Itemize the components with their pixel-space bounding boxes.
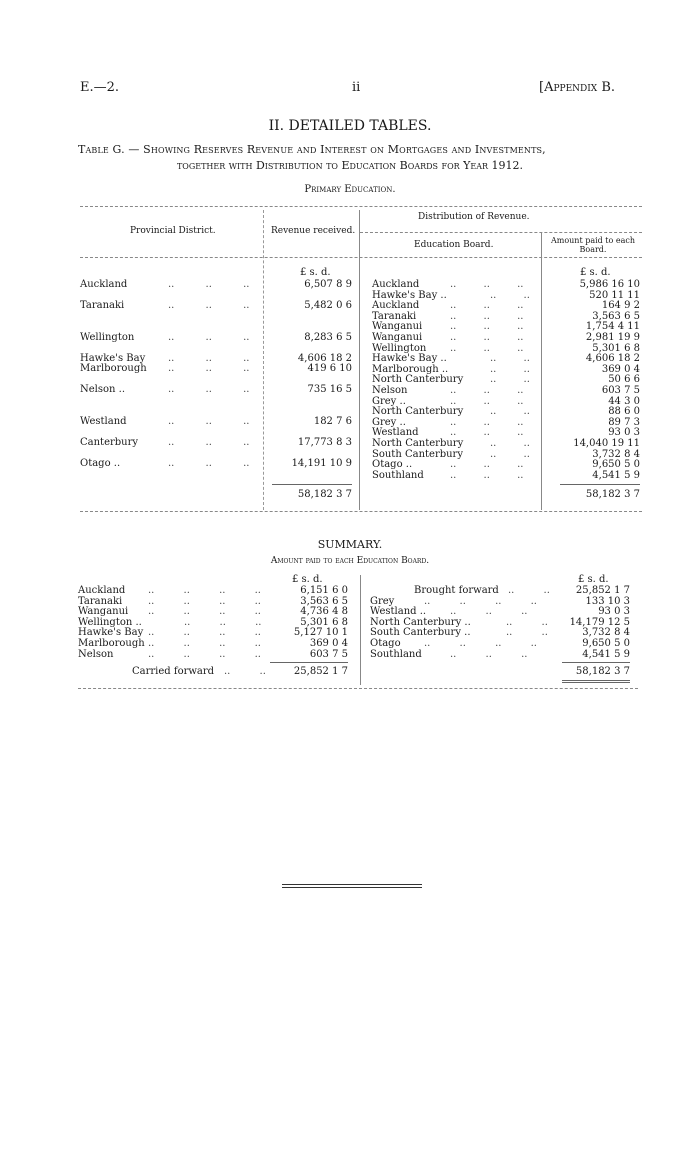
summary-board-name: Wellington ..	[78, 616, 142, 628]
leader-dots: .. .. ..	[450, 342, 524, 354]
summary-board-name: North Canterbury ..	[370, 616, 471, 628]
board-name: Nelson	[372, 384, 408, 396]
board-amount: 520 11 11	[589, 289, 640, 301]
board-amount: 50 6 6	[608, 374, 640, 386]
leader-dots: .. ..	[506, 627, 548, 639]
provincial-name: Taranaki	[80, 300, 125, 311]
end-rule-1	[282, 884, 422, 885]
revenue-value: 6,507 8 9	[304, 279, 352, 290]
board-amount: 44 3 0	[608, 395, 640, 407]
board-amount: 369 0 4	[601, 363, 640, 375]
leader-dots: .. .. ..	[450, 279, 524, 290]
revenue-total-rule	[272, 484, 352, 485]
board-name: South Canterbury	[372, 448, 463, 460]
summary-amount: 5,301 6 8	[300, 616, 348, 628]
brought-forward-label: Brought forward	[414, 585, 499, 596]
summary-amount: 4,541 5 9	[582, 648, 630, 660]
board-amount: 1,754 4 11	[585, 321, 640, 333]
revenue-value: 735 16 5	[307, 384, 352, 395]
summary-amount: 9,650 5 0	[582, 637, 630, 649]
table-caption-line2: together with Distribution to Education Boards for Year 1912.	[176, 159, 524, 172]
board-row	[372, 386, 640, 397]
provincial-name: Marlborough	[80, 363, 147, 374]
board-amount: 2,981 19 9	[585, 331, 640, 343]
leader-dots: .. .. ..	[168, 384, 250, 395]
revenue-value: 17,773 8 3	[297, 437, 352, 448]
board-list	[372, 280, 640, 481]
leader-dots: .. .. ..	[168, 416, 250, 427]
summary-amount: 4,736 4 8	[300, 606, 348, 618]
summary-board-name: Otago	[370, 637, 401, 649]
board-name: Wellington	[372, 342, 427, 354]
appendix-label: [Appendix B.	[539, 80, 616, 95]
page-number: ii	[352, 80, 361, 95]
board-name: Taranaki	[372, 310, 417, 322]
summary-board-name: Grey	[370, 595, 395, 607]
summary-board-name: Taranaki	[78, 595, 123, 607]
leader-dots: .. .. ..	[450, 384, 524, 396]
leader-dots: .. .. ..	[168, 279, 250, 290]
revenue-value: 4,606 18 2	[297, 353, 352, 364]
leader-dots: .. .. .. ..	[148, 648, 261, 660]
board-amount: 3,732 8 4	[592, 448, 640, 460]
leader-dots: .. .. .. ..	[148, 627, 261, 639]
summary-amount: 3,732 8 4	[582, 627, 630, 639]
leader-dots: .. .. .. ..	[148, 595, 261, 607]
revenue-value: 5,482 0 6	[304, 300, 352, 311]
board-amount: 4,541 5 9	[592, 469, 640, 481]
board-name: Grey ..	[372, 416, 406, 428]
board-amount: 5,301 6 8	[592, 342, 640, 354]
leader-dots: .. .. ..	[168, 437, 250, 448]
col-rule-2	[359, 210, 360, 510]
summary-row	[78, 650, 348, 661]
leader-dots: .. .. ..	[450, 427, 524, 439]
provincial-name: Nelson ..	[80, 384, 125, 395]
summary-right-list	[370, 597, 630, 661]
carried-forward-label: Carried forward	[132, 666, 215, 677]
leader-dots: .. .. ..	[168, 332, 250, 343]
leader-dots: .. .. .. ..	[148, 585, 261, 596]
leader-dots: .. .. ..	[168, 353, 250, 364]
leader-dots: .. .. .. ..	[148, 637, 261, 649]
leader-dots: .. ..	[490, 374, 530, 386]
board-amount: 88 6 0	[608, 406, 640, 418]
revenue-value: 419 6 10	[307, 363, 352, 374]
provincial-name: Hawke's Bay	[80, 353, 146, 364]
leader-dots: .. .. .. ..	[424, 595, 537, 607]
board-name: Otago ..	[372, 459, 413, 471]
leader-dots: .. ..	[506, 616, 548, 628]
provincial-district-header: Provincial District.	[130, 226, 216, 236]
leader-dots: .. .. ..	[184, 616, 262, 628]
board-name: Westland	[372, 427, 419, 439]
leader-dots: .. .. ..	[450, 300, 524, 312]
summary-divider	[360, 575, 361, 685]
board-amount: 5,986 16 10	[579, 279, 640, 290]
header-bottom-rule	[80, 257, 642, 258]
revenue-value: 182 7 6	[313, 416, 352, 427]
leader-dots: .. ..	[490, 289, 530, 301]
table-subtitle: Primary Education.	[304, 184, 396, 195]
revenue-total: 58,182 3 7	[297, 489, 352, 500]
provincial-name: Wellington	[80, 332, 135, 343]
summary-total-double-rule-2	[562, 682, 630, 683]
revenue-received-header: Revenue received.	[271, 226, 356, 236]
summary-amount: 133 10 3	[585, 595, 630, 607]
leader-dots: .. ..	[490, 406, 530, 418]
carried-forward-rule	[270, 662, 348, 663]
summary-left-currency-header: £ s. d.	[292, 574, 323, 585]
table-caption-line1: Table G. — Showing Reserves Revenue and Interest on Mortgages and Investments,	[78, 143, 546, 156]
table-top-rule	[80, 206, 642, 207]
leader-dots: .. ..	[508, 585, 550, 596]
summary-amount: 6,151 6 0	[300, 585, 348, 596]
board-row	[372, 471, 640, 482]
page-code: E.—2.	[80, 80, 120, 95]
amount-paid-header: Amount paid to each Board.	[550, 236, 636, 254]
summary-board-name: Nelson	[78, 648, 114, 660]
board-name: Southland	[372, 469, 424, 481]
distribution-rule	[360, 232, 642, 233]
leader-dots: .. .. ..	[450, 331, 524, 343]
summary-board-name: Southland	[370, 648, 422, 660]
leader-dots: .. .. ..	[450, 416, 524, 428]
summary-row	[78, 639, 348, 650]
board-name: Auckland	[372, 279, 420, 290]
summary-amount: 603 7 5	[309, 648, 348, 660]
leader-dots: .. ..	[490, 448, 530, 460]
leader-dots: .. ..	[490, 353, 530, 365]
summary-amount: 3,563 6 5	[300, 595, 348, 607]
provincial-name: Otago ..	[80, 458, 121, 469]
leader-dots: .. .. ..	[450, 310, 524, 322]
summary-total-rule	[562, 662, 630, 663]
amount-total: 58,182 3 7	[585, 489, 640, 500]
summary-board-name: South Canterbury ..	[370, 627, 471, 639]
summary-amount: 93 0 3	[598, 606, 630, 618]
board-amount: 164 9 2	[601, 300, 640, 312]
summary-board-name: Westland ..	[370, 606, 427, 618]
end-rule-2	[282, 887, 422, 888]
provincial-name: Westland	[80, 416, 127, 427]
board-name: North Canterbury	[372, 437, 464, 449]
brought-forward-amount: 25,852 1 7	[575, 585, 630, 596]
board-name: Wanganui	[372, 321, 423, 333]
leader-dots: .. .. ..	[450, 648, 528, 660]
leader-dots: .. ..	[490, 437, 530, 449]
board-name: Hawke's Bay ..	[372, 289, 447, 301]
distribution-header: Distribution of Revenue.	[418, 212, 530, 222]
leader-dots: .. .. .. ..	[424, 637, 537, 649]
board-amount: 4,606 18 2	[585, 353, 640, 365]
summary-board-name: Marlborough	[78, 637, 145, 649]
board-amount: 3,563 6 5	[592, 310, 640, 322]
leader-dots: .. .. ..	[168, 300, 250, 311]
board-amount: 14,040 19 11	[573, 437, 640, 449]
board-name: Auckland	[372, 300, 420, 312]
leader-dots: .. .. ..	[450, 321, 524, 333]
summary-right-currency-header: £ s. d.	[578, 574, 609, 585]
education-board-header: Education Board.	[414, 240, 494, 250]
summary-row	[370, 650, 630, 661]
leader-dots: .. ..	[490, 363, 530, 375]
provincial-name: Canterbury	[80, 437, 139, 448]
carried-forward-amount: 25,852 1 7	[293, 666, 348, 677]
leader-dots: .. .. ..	[450, 469, 524, 481]
board-name: North Canterbury	[372, 374, 464, 386]
leader-dots: .. ..	[224, 666, 266, 677]
summary-total: 58,182 3 7	[575, 666, 630, 677]
revenue-currency-header: £ s. d.	[300, 267, 331, 278]
board-name: Marlborough ..	[372, 363, 449, 375]
summary-subtitle: Amount paid to each Education Board.	[270, 556, 430, 566]
board-name: Hawke's Bay ..	[372, 353, 447, 365]
board-name: Grey ..	[372, 395, 406, 407]
section-title: II. DETAILED TABLES.	[268, 118, 432, 134]
provincial-name: Auckland	[80, 279, 128, 290]
summary-bottom-rule	[78, 688, 638, 689]
board-amount: 9,650 5 0	[592, 459, 640, 471]
leader-dots: .. .. ..	[450, 459, 524, 471]
summary-board-name: Wanganui	[78, 606, 129, 618]
summary-left-list	[78, 586, 348, 660]
summary-board-name: Hawke's Bay	[78, 627, 144, 639]
leader-dots: .. .. .. ..	[148, 606, 261, 618]
revenue-value: 8,283 6 5	[304, 332, 352, 343]
board-amount: 93 0 3	[608, 427, 640, 439]
leader-dots: .. .. ..	[168, 458, 250, 469]
leader-dots: .. .. ..	[450, 606, 528, 618]
board-name: Wanganui	[372, 331, 423, 343]
leader-dots: .. .. ..	[168, 363, 250, 374]
summary-title: SUMMARY.	[317, 538, 383, 551]
leader-dots: .. .. ..	[450, 395, 524, 407]
board-amount: 603 7 5	[601, 384, 640, 396]
amount-total-rule	[560, 484, 640, 485]
summary-amount: 369 0 4	[309, 637, 348, 649]
summary-amount: 14,179 12 5	[569, 616, 630, 628]
board-name: North Canterbury	[372, 406, 464, 418]
summary-amount: 5,127 10 1	[293, 627, 348, 639]
revenue-value: 14,191 10 9	[291, 458, 352, 469]
summary-total-double-rule-1	[562, 680, 630, 681]
board-amount: 89 7 3	[608, 416, 640, 428]
table-bottom-rule	[80, 511, 642, 512]
amount-currency-header: £ s. d.	[580, 267, 611, 278]
summary-board-name: Auckland	[78, 585, 126, 596]
